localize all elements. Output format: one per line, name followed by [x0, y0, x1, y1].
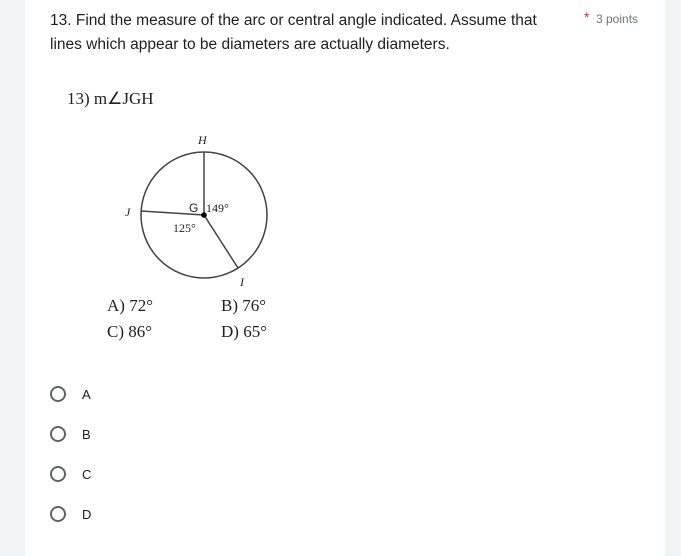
- label-j: J: [125, 205, 131, 219]
- radio-icon[interactable]: [50, 506, 66, 522]
- answer-c: C) 86°: [107, 322, 153, 341]
- points-label: 3 points: [596, 12, 639, 26]
- answer-d: D) 65°: [221, 322, 267, 341]
- radio-icon[interactable]: [50, 466, 66, 482]
- problem-figure: [65, 88, 295, 348]
- label-i: I: [240, 275, 244, 289]
- option-label: C: [82, 466, 92, 482]
- angle-hgi-label: 149°: [206, 201, 229, 215]
- answer-b: B) 76°: [221, 296, 267, 315]
- radio-icon[interactable]: [50, 426, 66, 442]
- required-marker: *: [584, 9, 590, 25]
- label-h: H: [198, 133, 207, 147]
- label-g: G: [189, 201, 199, 215]
- question-text: 13. Find the measure of the arc or central angle indicated. Assume that lines which appear to be diameters are actually diameters.: [50, 12, 537, 53]
- option-label: A: [82, 386, 91, 402]
- segment-gi: [204, 215, 238, 268]
- option-a[interactable]: [50, 383, 91, 405]
- problem-label: 13) m∠JGH: [67, 89, 154, 108]
- option-d[interactable]: [50, 503, 91, 525]
- option-c[interactable]: [50, 463, 91, 485]
- angle-jgi-label: 125°: [173, 221, 196, 235]
- question-card: [25, 0, 665, 556]
- option-label: D: [82, 506, 92, 522]
- radio-icon[interactable]: [50, 386, 66, 402]
- answer-a: A) 72°: [107, 296, 153, 315]
- option-label: B: [82, 426, 91, 442]
- option-b[interactable]: [50, 423, 91, 445]
